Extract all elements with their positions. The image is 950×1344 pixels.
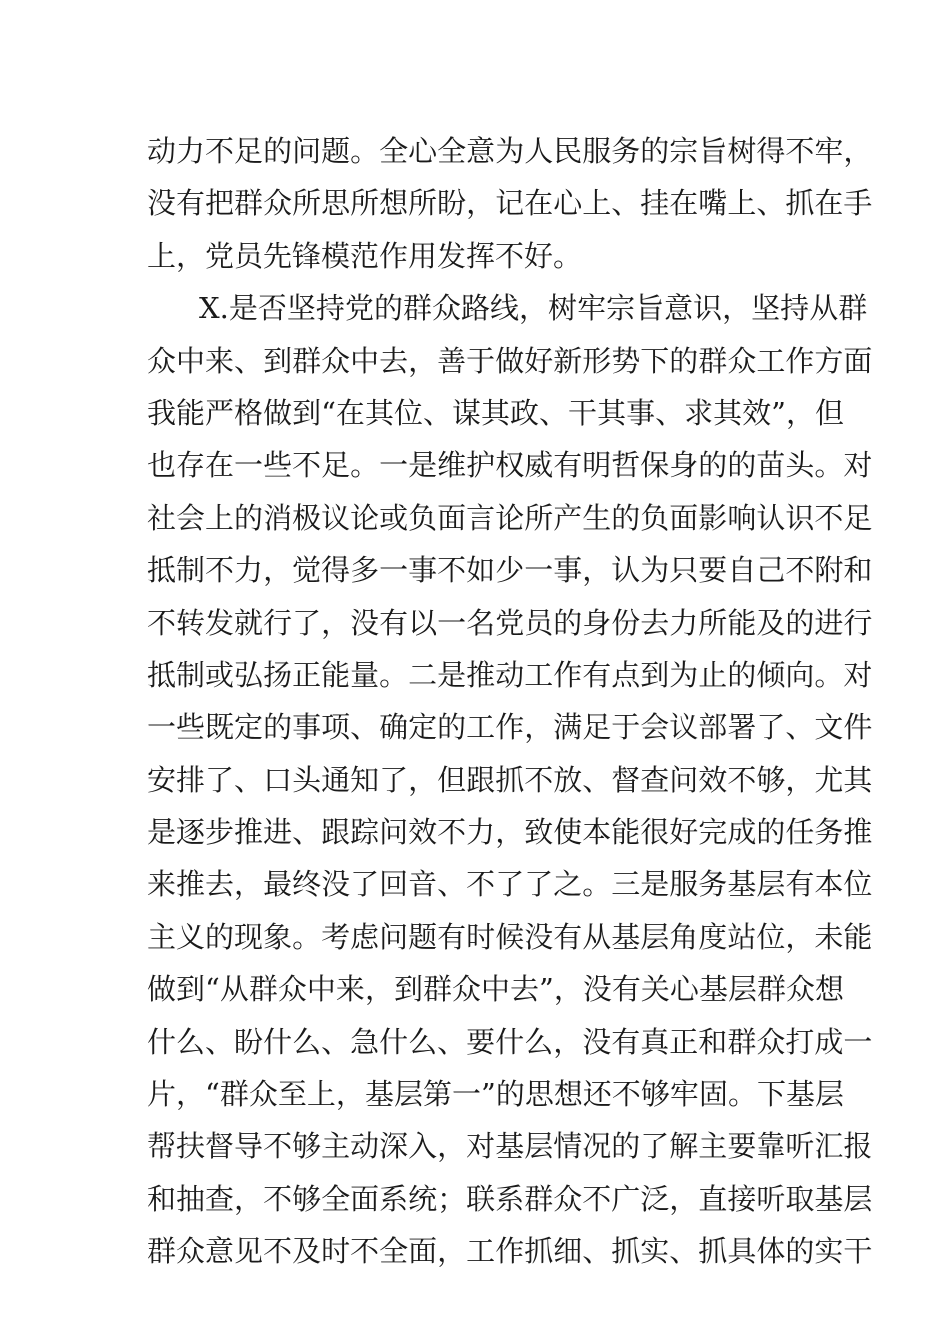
text-line: 动 力 不 足 的 问 题 。 全 心 全 意 为 人 民 服 务 的 宗 旨 树 得 不 牢 ， [147,134,873,168]
paragraph-start-line: X . 是 否 坚 持 党 的 群 众 路 线 ， 树 牢 宗 旨 意 识 ， 坚 持 从 群 [199,291,868,326]
text-line: 群 众 意 见 不 及 时 不 全 面 ， 工 作 抓 细 、 抓 实 、 抓 具 体 的 实 干 [147,1234,873,1269]
text-line: 没 有 把 群 众 所 思 所 想 所 盼 ， 记 在 心 上 、 挂 在 嘴 上 、 抓 在 手 [147,186,873,221]
text-line: 一 些 既 定 的 事 项 、 确 定 的 工 作 ， 满 足 于 会 议 部 署 了 、 文 件 [147,710,873,745]
text-line: 和 抽 查 ， 不 够 全 面 系 统 ； 联 系 群 众 不 广 泛 ， 直 接 听 取 基 层 [147,1181,873,1216]
text-line: 不 转 发 就 行 了 ， 没 有 以 一 名 党 员 的 身 份 去 力 所 能 及 的 进 行 [147,605,873,640]
text-line: 社 会 上 的 消 极 议 论 或 负 面 言 论 所 产 生 的 负 面 影 响 认 识 不 足 [147,500,873,535]
text-line: 抵 制 或 弘 扬 正 能 量 。 二 是 推 动 工 作 有 点 到 为 止 的 倾 向 。 对 [147,657,873,692]
text-line: 主 义 的 现 象 。 考 虑 问 题 有 时 候 没 有 从 基 层 角 度 站 位 ， 未 能 [147,919,873,954]
text-line: 片 ， “ 群 众 至 上 ， 基 层 第 一 ” 的 思 想 还 不 够 牢 固 。 下 基 层 [147,1077,845,1112]
text-line: 来 推 去 ， 最 终 没 了 回 音 、 不 了 了 之 。 三 是 服 务 基 层 有 本 位 [147,867,873,902]
text-line: 众 中 来 、 到 群 众 中 去 ， 善 于 做 好 新 形 势 下 的 群 众 工 作 方 面 [147,343,873,378]
text-line: 抵 制 不 力 ， 觉 得 多 一 事 不 如 少 一 事 ， 认 为 只 要 自 己 不 附 和 [147,553,873,588]
text-line: 我 能 严 格 做 到 “ 在 其 位 、 谋 其 政 、 干 其 事 、 求 其 效 ” ， 但 [147,395,845,430]
text-line: 是 逐 步 推 进 、 跟 踪 问 效 不 力 ， 致 使 本 能 很 好 完 成 的 任 务 推 [147,815,873,850]
body-text [147,125,873,1278]
text-line: 什 么 、 盼 什 么 、 急 什 么 、 要 什 么 ， 没 有 真 正 和 群 众 打 成 一 [147,1024,873,1059]
text-line: 安 排 了 、 口 头 通 知 了 ， 但 跟 抓 不 放 、 督 查 问 效 不 够 ， 尤 其 [147,762,873,797]
text-line: 帮 扶 督 导 不 够 主 动 深 入 ， 对 基 层 情 况 的 了 解 主 要 靠 听 汇 报 [147,1129,873,1164]
text-line: 上，党员先锋模范作用发挥不好。 [147,238,583,273]
text-line: 也 存 在 一 些 不 足 。 一 是 维 护 权 威 有 明 哲 保 身 的 的 苗 头 。 对 [147,448,873,483]
text-line: 做 到 “ 从 群 众 中 来 ， 到 群 众 中 去 ” ， 没 有 关 心 基 层 群 众 想 [147,972,845,1007]
